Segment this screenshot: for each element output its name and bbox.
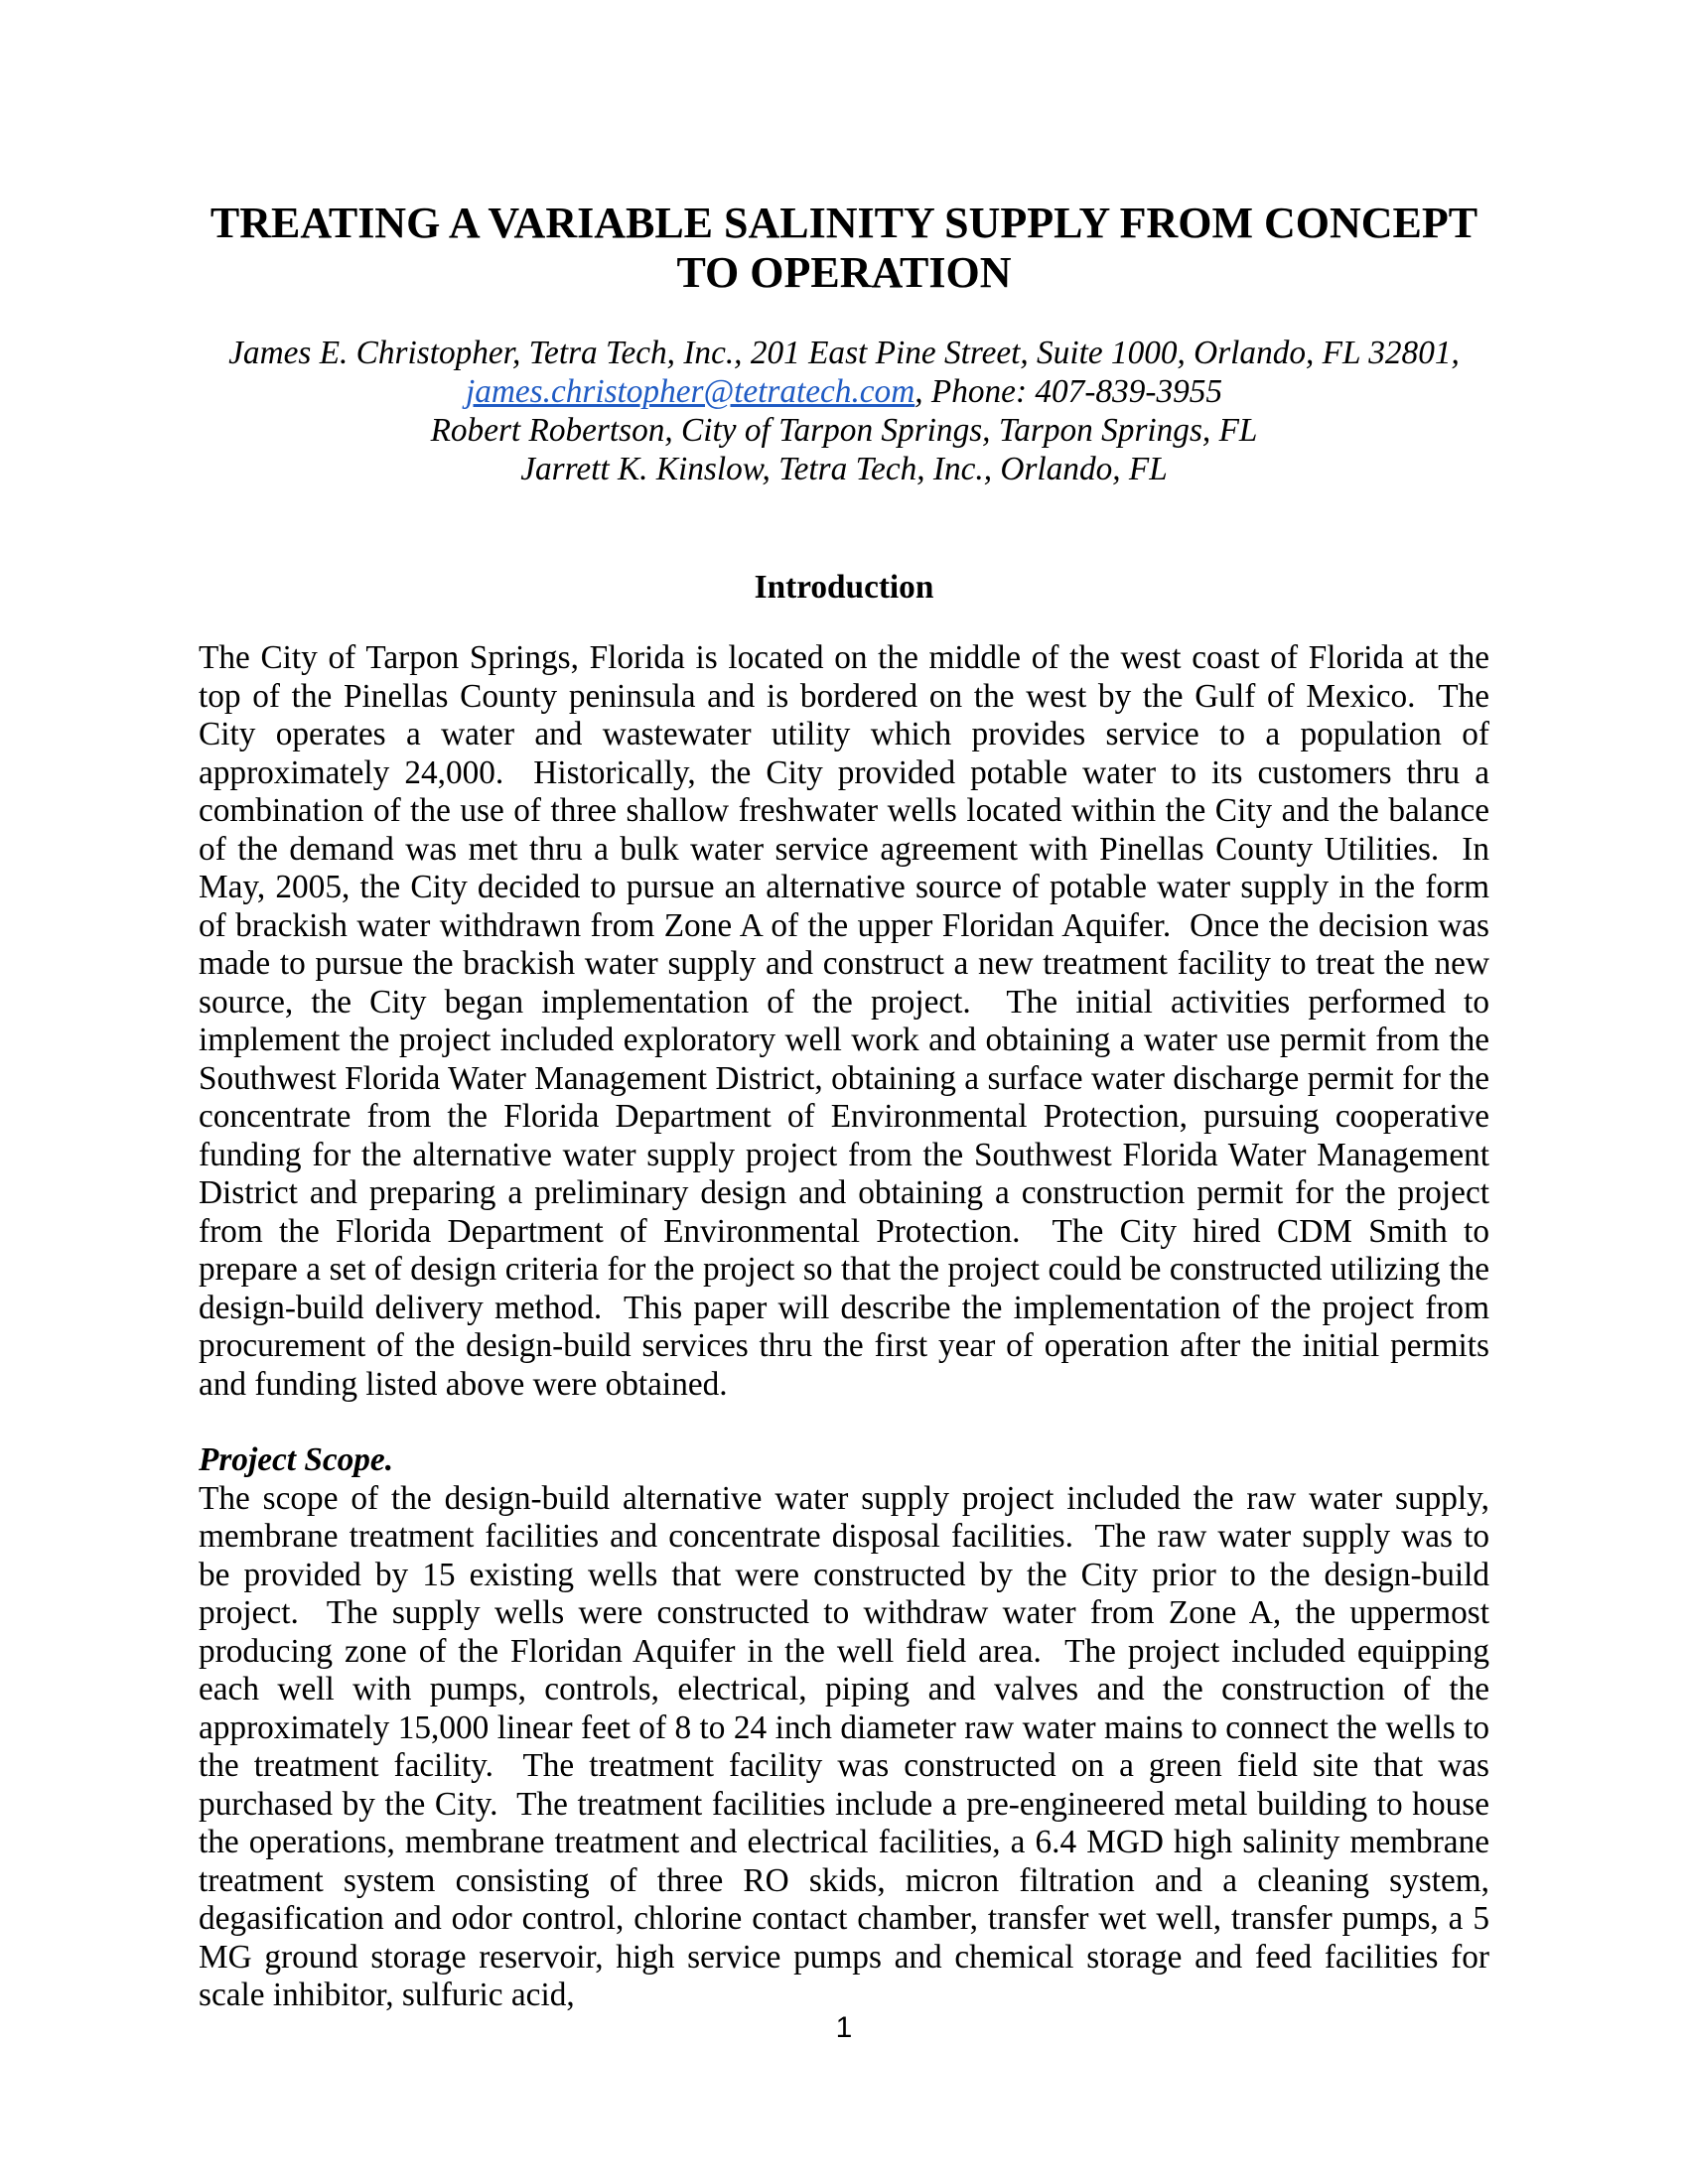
section-heading-introduction: Introduction xyxy=(754,569,934,606)
introduction-paragraph: The City of Tarpon Springs, Florida is located on the middle of the west coast of Florida at the top of the Pinellas County peninsula and is bordered on the west by the Gulf of Mexico. The City operates a water and wastewater utility which provides service to a population of approximately 24,000. Historically, the City provided potable water to its customers thru a combination of the use of three shallow freshwater wells located within the City and the balance of the demand was met thru a bulk water service agreement with Pinellas County Utilities. In May, 2005, the City decided to pursue an alternative source of potable water supply in the form of brackish water withdrawn from Zone A of the upper Floridan Aquifer. Once the decision was made to pursue the brackish water supply and construct a new treatment facility to treat the new source, the City began implementation of the project. The initial activities performed to implement the project included exploratory well work and obtaining a water use permit from the Southwest Florida Water Management District, obtaining a surface water discharge permit for the concentrate from the Florida Department of Environmental Protection, pursuing cooperative funding for the alternative water supply project from the Southwest Florida Water Management District and preparing a preliminary design and obtaining a construction permit for the project from the Florida Department of Environmental Protection. The City hired CDM Smith to prepare a set of design criteria for the project so that the project could be constructed utilizing the design-build delivery method. This paper will describe the implementation of the project from procurement of the design-build services thru the first year of operation after the initial permits and funding listed above were obtained. xyxy=(199,639,1498,1403)
author-line-1: James E. Christopher, Tetra Tech, Inc., 201 East Pine Street, Suite 1000, Orlando, FL 32801, xyxy=(228,335,1460,371)
author-line-2-rest: , Phone: 407-839-3955 xyxy=(914,373,1223,410)
author-block xyxy=(199,334,1489,488)
project-scope-section xyxy=(199,1441,1498,2015)
project-scope-paragraph: The scope of the design-build alternative water supply project included the raw water supply, membrane treatment facilities and concentrate disposal facilities. The raw water supply was to be provided by 15 existing wells that were constructed by the City prior to the design-build project. The supply wells were constructed to withdraw water from Zone A, the uppermost producing zone of the Floridan Aquifer in the well field area. The project included equipping each well with pumps, controls, electrical, piping and valves and the construction of the approximately 15,000 linear feet of 8 to 24 inch diameter raw water mains to connect the wells to the treatment facility. The treatment facility was constructed on a green field site that was purchased by the City. The treatment facilities include a pre-engineered metal building to house the operations, membrane treatment and electrical facilities, a 6.4 MGD high salinity membrane treatment system consisting of three RO skids, micron filtration and a cleaning system, degasification and odor control, chlorine contact chamber, transfer wet well, transfer pumps, a 5 MG ground storage reservoir, high service pumps and chemical storage and feed facilities for scale inhibitor, sulfuric acid, xyxy=(199,1479,1498,2013)
author-line-3: Robert Robertson, City of Tarpon Springs, Tarpon Springs, FL xyxy=(430,412,1258,449)
section-heading-project-scope: Project Scope. xyxy=(199,1441,394,1478)
page-footer xyxy=(0,2009,1688,2047)
author-line-4: Jarrett K. Kinslow, Tetra Tech, Inc., Orlando, FL xyxy=(520,451,1168,487)
author-line-2 xyxy=(199,372,1489,411)
page-number: 1 xyxy=(835,2011,853,2044)
paper-title: TREATING A VARIABLE SALINITY SUPPLY FROM CONCEPT TO OPERATION xyxy=(210,199,1478,297)
email-link[interactable]: james.christopher@tetratech.com xyxy=(465,373,915,410)
